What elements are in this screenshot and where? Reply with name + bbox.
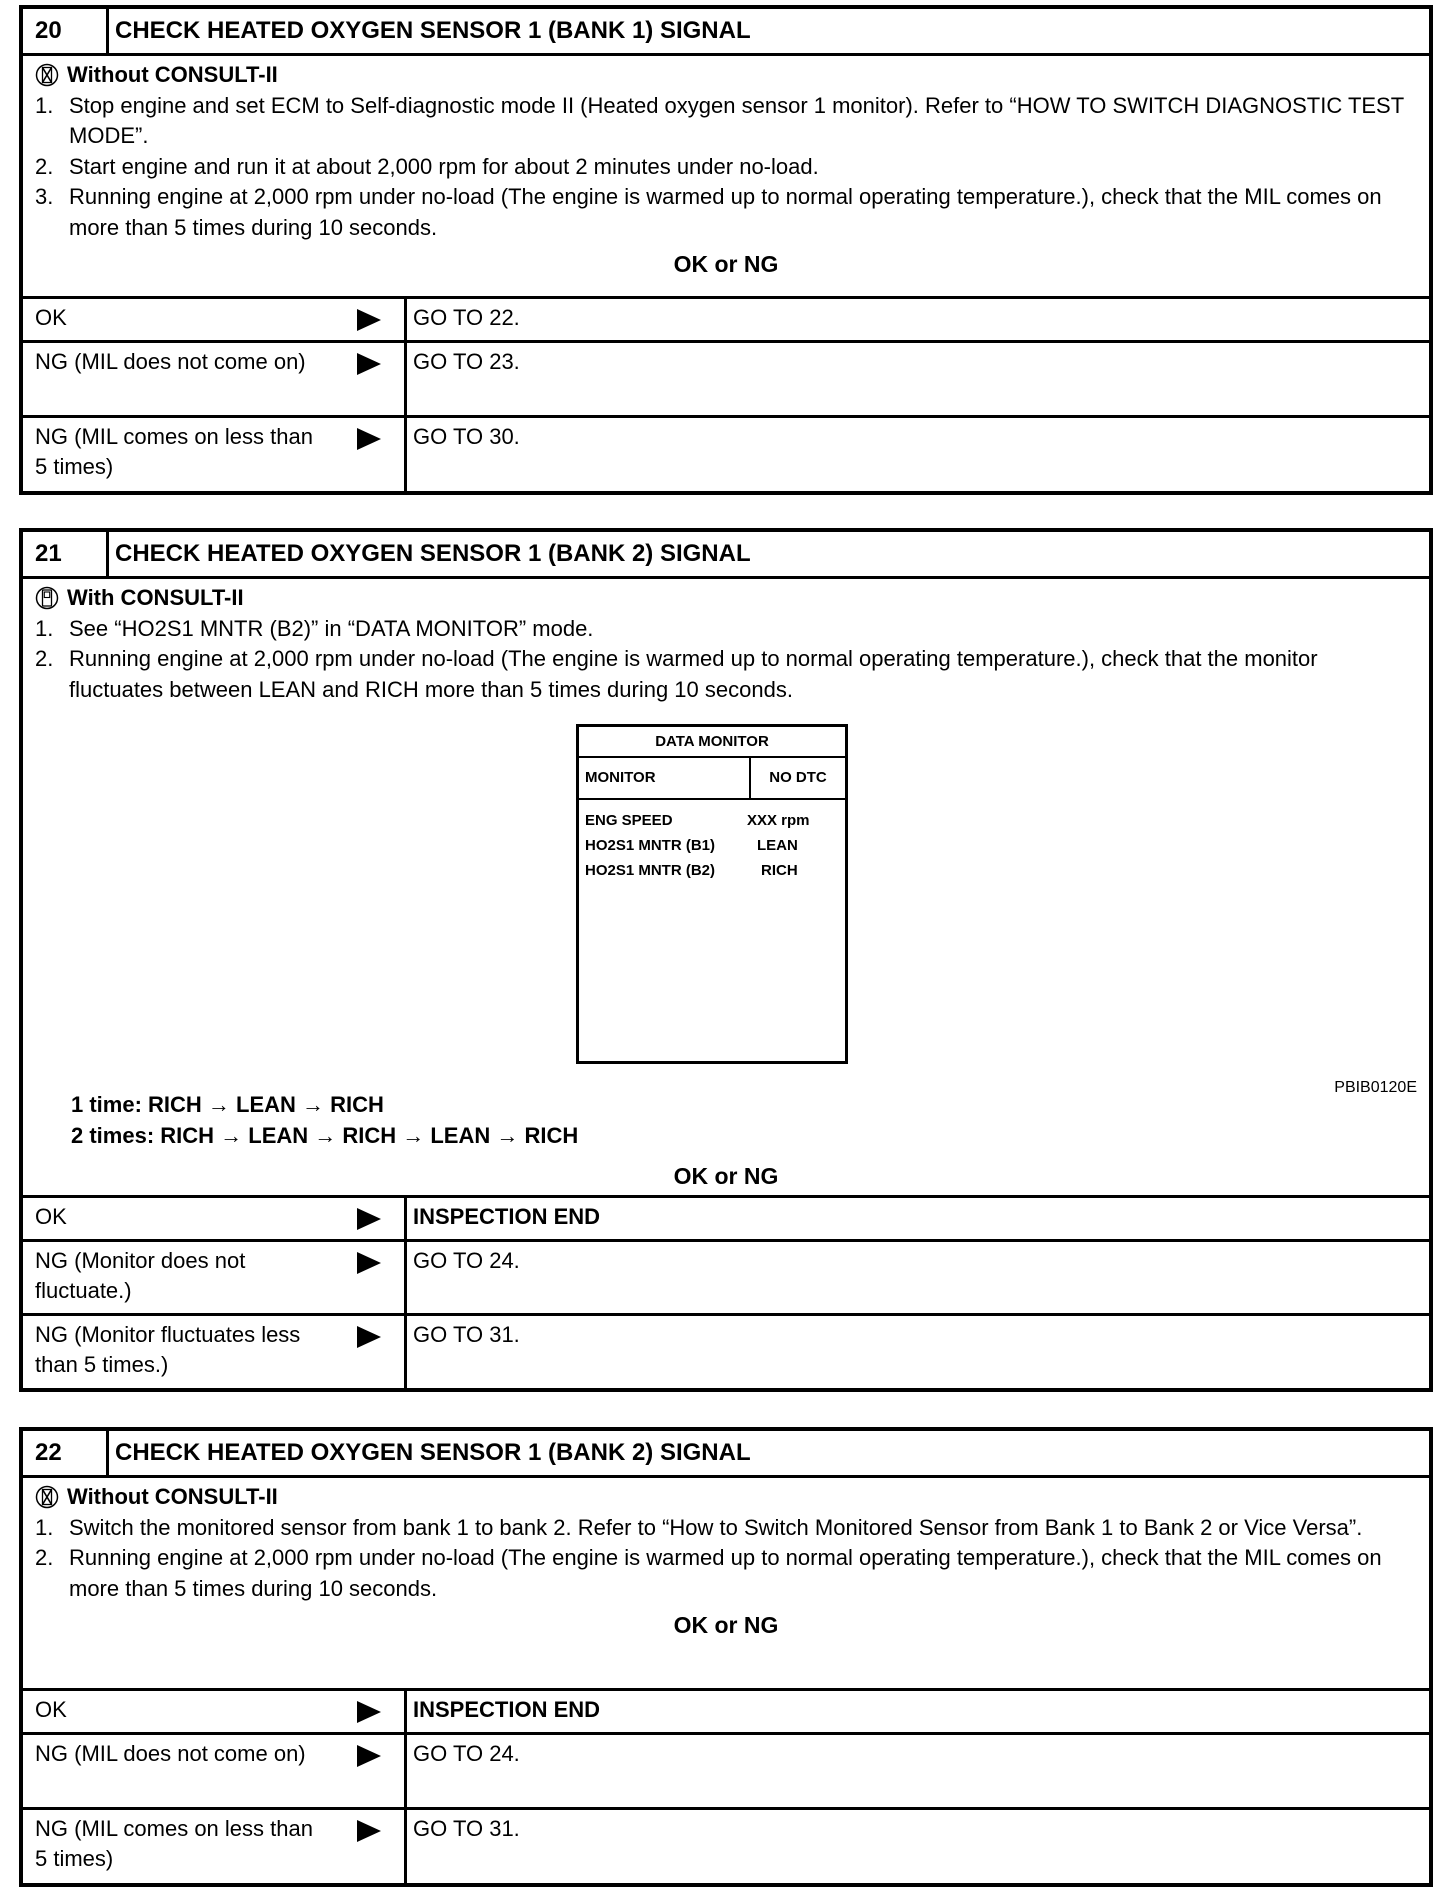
instruction-list [35, 614, 1417, 706]
mode-heading [35, 60, 1417, 91]
mode-heading [35, 583, 1417, 614]
result-row [23, 340, 1429, 415]
arrow-right-icon [334, 418, 404, 491]
mode-label: With CONSULT-II [67, 585, 244, 610]
result-action: GO TO 31. [404, 1316, 1429, 1388]
arrow-right-icon [334, 1735, 404, 1807]
mode-label: Without CONSULT-II [67, 1484, 278, 1509]
no-consult-icon [35, 62, 59, 88]
step-title: CHECK HEATED OXYGEN SENSOR 1 (BANK 1) SIGNAL [115, 17, 751, 44]
result-table [23, 296, 1429, 491]
instruction-item: 1. See “HO2S1 MNTR (B2)” in “DATA MONITOR” mode. [35, 615, 594, 641]
instruction-item: 3. Running engine at 2,000 rpm under no-load (The engine is warmed up to normal operating temperature.), check that the MIL comes on more than 5 times during 10 seconds. [35, 184, 1382, 240]
result-condition: NG (MIL comes on less than 5 times) [35, 424, 313, 479]
consult-icon [35, 585, 59, 611]
result-action: INSPECTION END [404, 1198, 1429, 1239]
step-number: 20 [23, 9, 109, 53]
result-condition: OK [35, 1204, 67, 1229]
step-title: CHECK HEATED OXYGEN SENSOR 1 (BANK 2) SIGNAL [115, 1439, 751, 1466]
result-condition: NG (MIL comes on less than 5 times) [35, 1816, 313, 1871]
arrow-right-icon [334, 1198, 404, 1239]
step-header [23, 532, 1429, 579]
monitor-row: HO2S1 MNTR (B1) LEAN [585, 837, 798, 854]
result-row [23, 296, 1429, 340]
step-number: 21 [23, 532, 109, 576]
result-action: GO TO 23. [404, 343, 1429, 415]
step-header [23, 9, 1429, 56]
step-body [23, 579, 1429, 1195]
monitor-column-label: MONITOR [585, 769, 656, 786]
result-row [23, 1313, 1429, 1388]
result-row [23, 1807, 1429, 1883]
instruction-list [35, 1513, 1417, 1605]
result-action: GO TO 24. [404, 1735, 1429, 1807]
result-condition: NG (Monitor does not fluctuate.) [35, 1248, 246, 1303]
result-condition: NG (Monitor fluctuates less than 5 times.) [35, 1322, 301, 1377]
result-row [23, 1239, 1429, 1313]
instruction-item: 1. Switch the monitored sensor from bank 1 to bank 2. Refer to “How to Switch Monitored Sensor from Bank 1 to Bank 2 or Vice Versa”. [35, 1514, 1363, 1540]
sequence-line: 2 times: RICH → LEAN → RICH → LEAN → RICH [71, 1123, 579, 1148]
result-condition: OK [35, 1697, 67, 1722]
monitor-row: ENG SPEED XXX rpm [585, 812, 810, 829]
result-condition: NG (MIL does not come on) [35, 349, 306, 374]
ok-or-ng-label: OK or NG [673, 1163, 779, 1189]
result-action: GO TO 31. [404, 1810, 1429, 1883]
result-table [23, 1688, 1429, 1883]
result-row [23, 415, 1429, 491]
arrow-right-icon [334, 1810, 404, 1883]
no-consult-icon [35, 1484, 59, 1510]
ok-or-ng-label: OK or NG [673, 1612, 779, 1638]
data-monitor-header [579, 758, 845, 800]
result-condition: OK [35, 305, 67, 330]
step-20-box [19, 5, 1433, 495]
result-table [23, 1195, 1429, 1388]
result-action: GO TO 24. [404, 1242, 1429, 1313]
step-22-box [19, 1427, 1433, 1887]
arrow-right-icon [334, 1316, 404, 1388]
result-row [23, 1732, 1429, 1807]
result-action: GO TO 22. [404, 299, 1429, 340]
instruction-item: 2. Running engine at 2,000 rpm under no-load (The engine is warmed up to normal operating temperature.), check that the MIL comes on more than 5 times during 10 seconds. [35, 1545, 1382, 1601]
dtc-status: NO DTC [749, 758, 845, 798]
sequence-line: 1 time: RICH → LEAN → RICH [71, 1092, 384, 1117]
step-21-box [19, 528, 1433, 1392]
step-body [23, 1478, 1429, 1688]
figure-id: PBIB0120E [1334, 1079, 1417, 1096]
arrow-right-icon [334, 299, 404, 340]
result-row [23, 1195, 1429, 1239]
result-row [23, 1688, 1429, 1732]
step-header [23, 1431, 1429, 1478]
arrow-right-icon [334, 1691, 404, 1732]
arrow-right-icon [334, 343, 404, 415]
mode-heading [35, 1482, 1417, 1513]
step-number: 22 [23, 1431, 109, 1475]
step-title: CHECK HEATED OXYGEN SENSOR 1 (BANK 2) SIGNAL [115, 540, 751, 567]
monitor-row: HO2S1 MNTR (B2) RICH [585, 862, 798, 879]
data-monitor-title: DATA MONITOR [579, 727, 845, 758]
instruction-item: 2. Start engine and run it at about 2,000 rpm for about 2 minutes under no-load. [35, 153, 819, 179]
result-action: INSPECTION END [404, 1691, 1429, 1732]
mode-label: Without CONSULT-II [67, 62, 278, 87]
data-monitor-screen [576, 724, 848, 1064]
instruction-item: 2. Running engine at 2,000 rpm under no-load (The engine is warmed up to normal operating temperature.), check that the monitor fluctuates between LEAN and RICH more than 5 times during 10 seconds. [35, 646, 1318, 702]
instruction-list [35, 91, 1417, 244]
arrow-right-icon [334, 1242, 404, 1313]
ok-or-ng-label: OK or NG [673, 251, 779, 277]
result-action: GO TO 30. [404, 418, 1429, 491]
step-body [23, 56, 1429, 296]
sequence-block [35, 1089, 1417, 1192]
result-condition: NG (MIL does not come on) [35, 1741, 306, 1766]
instruction-item: 1. Stop engine and set ECM to Self-diagnostic mode II (Heated oxygen sensor 1 monitor). Refer to “HOW TO SWITCH DIAGNOSTIC TEST MODE”. [35, 92, 1404, 148]
